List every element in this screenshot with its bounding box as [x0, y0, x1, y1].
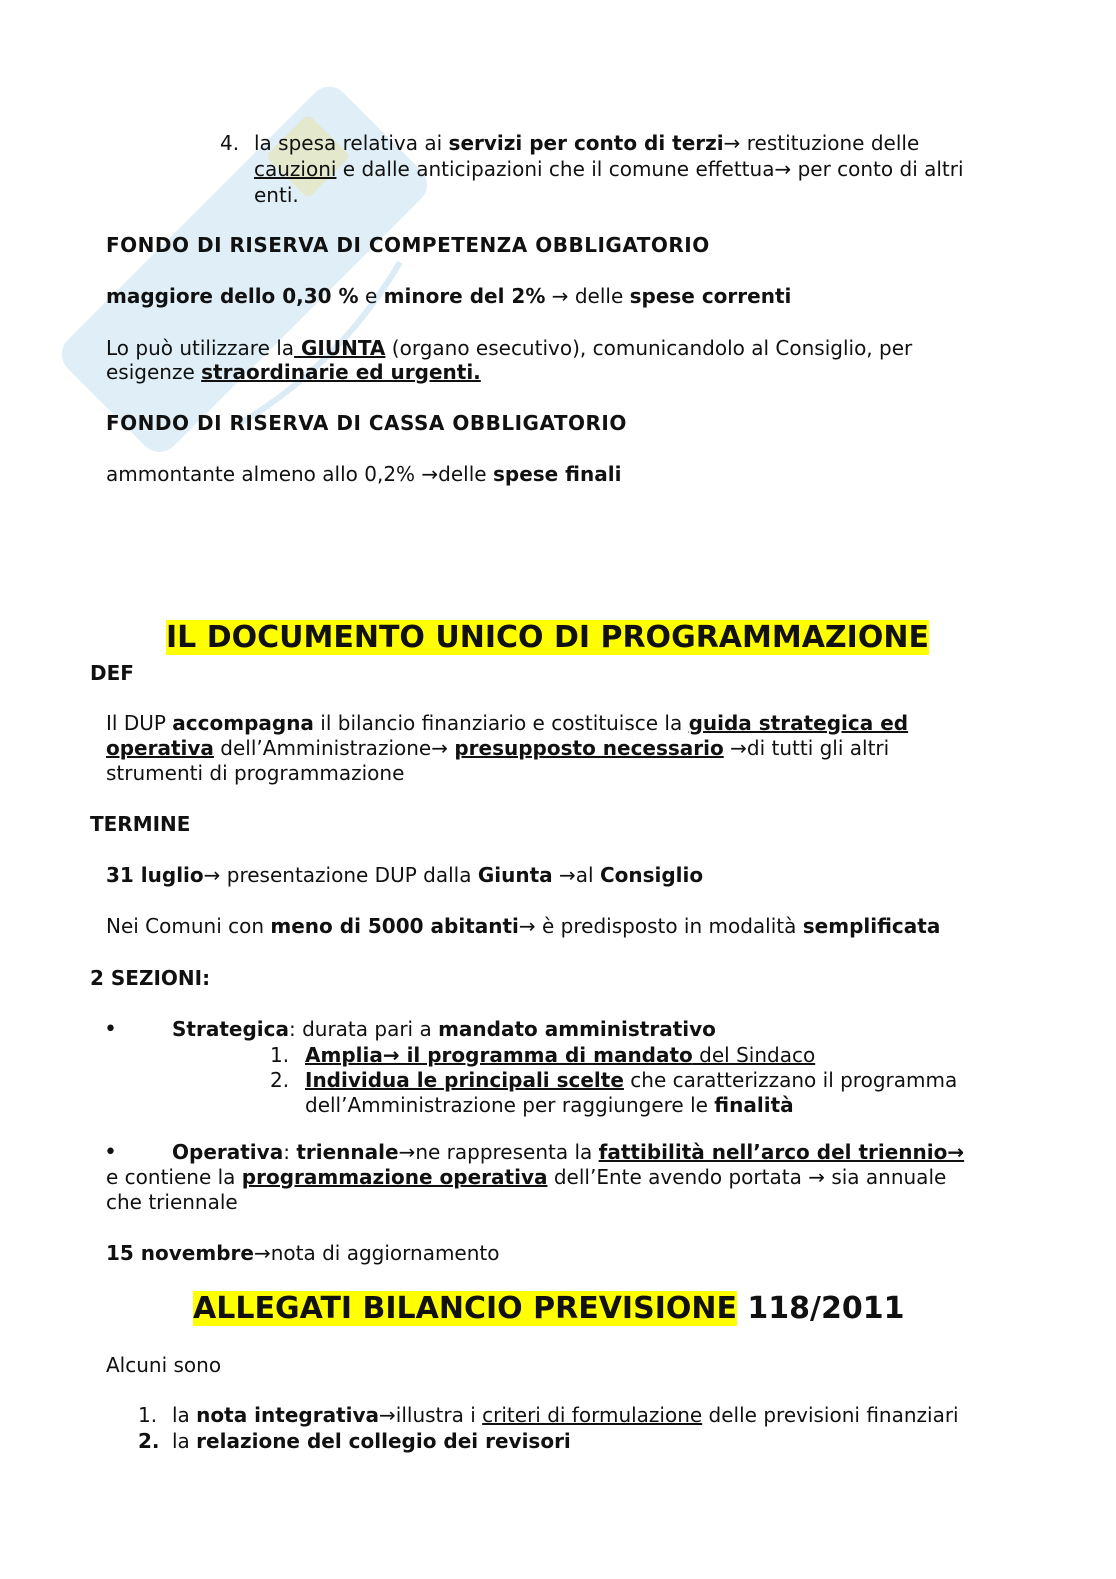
operativa-line3: che triennale [106, 1190, 238, 1214]
termine-line2: Nei Comuni con meno di 5000 abitanti→ è predisposto in modalità semplificata [106, 914, 941, 938]
item4-line3: enti. [254, 183, 299, 207]
termine-line1: 31 luglio→ presentazione DUP dalla Giunta →al Consiglio [106, 863, 704, 887]
strategica-item2-line1: Individua le principali scelte che caratterizzano il programma [305, 1068, 958, 1092]
termine-label: TERMINE [90, 812, 191, 836]
fondo-competenza-para-line2: esigenze straordinarie ed urgenti. [106, 360, 481, 384]
def-line1: Il DUP accompagna il bilancio finanziario e costituisce la guida strategica ed [106, 711, 909, 735]
list-number: 2. [270, 1068, 290, 1092]
fondo-competenza-para-line1: Lo può utilizzare la GIUNTA (organo esecutivo), comunicandolo al Consiglio, per [106, 336, 913, 360]
allegati-item1: la nota integrativa→illustra i criteri di formulazione delle previsioni finanziari [172, 1403, 959, 1427]
dup-title: IL DOCUMENTO UNICO DI PROGRAMMAZIONE [166, 620, 929, 655]
list-number: 4. [220, 131, 240, 155]
list-number: 1. [138, 1403, 158, 1427]
fondo-cassa-heading: FONDO DI RISERVA DI CASSA OBBLIGATORIO [106, 411, 627, 435]
item4-line2: cauzioni e dalle anticipazioni che il comune effettua→ per conto di altri [254, 157, 964, 181]
fondo-cassa-text: ammontante almeno allo 0,2% →delle spese finali [106, 462, 622, 486]
allegati-item2: la relazione del collegio dei revisori [172, 1429, 571, 1453]
strategica-item2-line2: dell’Amministrazione per raggiungere le finalità [305, 1093, 794, 1117]
bullet-icon: • [104, 1017, 117, 1042]
fondo-competenza-range: maggiore dello 0,30 % e minore del 2% → delle spese correnti [106, 284, 792, 308]
def-line2: operativa dell’Amministrazione→ presupposto necessario →di tutti gli altri [106, 736, 890, 760]
strategica-line: Strategica: durata pari a mandato amministrativo [172, 1017, 716, 1041]
list-number: 2. [138, 1429, 160, 1453]
list-number: 1. [270, 1043, 290, 1067]
watermark-logo [20, 40, 490, 520]
fondo-competenza-heading: FONDO DI RISERVA DI COMPETENZA OBBLIGATORIO [106, 233, 710, 257]
def-label: DEF [90, 661, 134, 685]
operativa-line1: Operativa: triennale→ne rappresenta la fattibilità nell’arco del triennio→ [172, 1140, 965, 1164]
sezioni-label: 2 SEZIONI: [90, 966, 211, 990]
operativa-line2: e contiene la programmazione operativa dell’Ente avendo portata → sia annuale [106, 1165, 947, 1189]
def-line3: strumenti di programmazione [106, 761, 405, 785]
allegati-title: ALLEGATI BILANCIO PREVISIONE 118/2011 [193, 1291, 905, 1326]
strategica-item1: Amplia→ il programma di mandato del Sindaco [305, 1043, 816, 1067]
bullet-icon: • [104, 1140, 117, 1165]
novembre-line: 15 novembre→nota di aggiornamento [106, 1241, 500, 1265]
allegati-intro: Alcuni sono [106, 1353, 222, 1377]
item4-line1: la spesa relativa ai servizi per conto di terzi→ restituzione delle [254, 131, 920, 155]
